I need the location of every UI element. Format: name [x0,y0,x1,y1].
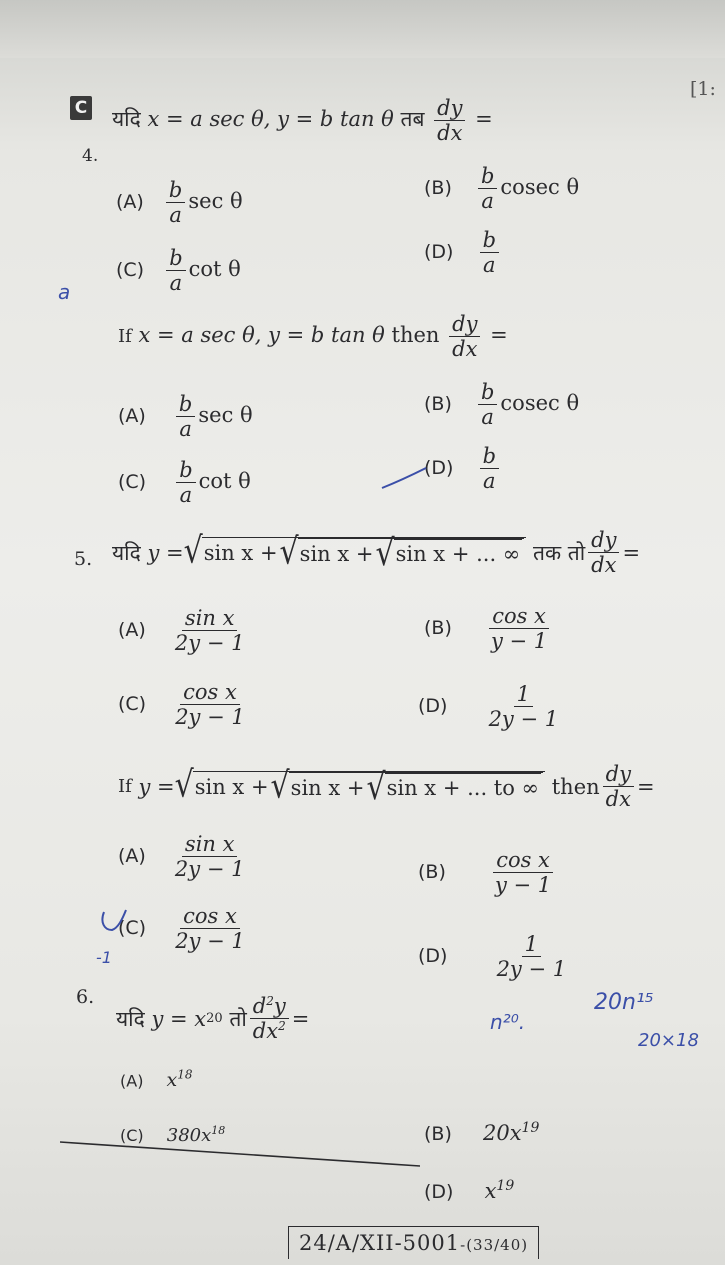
footer-divider [60,1140,420,1170]
q4-margin-mark: a [58,280,71,304]
answer-tick-mark [380,464,430,494]
q5-en-option-d[interactable]: (D) $\frac{1}{2y - 1}$ [418,932,567,982]
q4-hi-conj: तब [400,107,425,132]
q4-en-option-c[interactable]: (C) $\frac{b}{a}$ cot θ [118,458,251,508]
q4-hi-option-a[interactable]: (A) $\frac{b}{a}$ sec θ [116,178,243,228]
q6-note-3: 20×18 [638,1030,699,1051]
q4-hi-prefix: यदि [112,107,141,132]
q4-hindi-question [112,96,493,145]
q4-hi-option-c[interactable]: (C) $\frac{b}{a}$ cot θ [116,246,241,296]
q5-en-option-a[interactable]: (A) $\frac{\text{sin x}}{2y - 1}$ [118,832,245,882]
q5-hi-option-d[interactable]: (D) $\frac{1}{2y - 1}$ [418,682,559,732]
q4-hi-eqsign: = [475,107,493,132]
q5-en-option-b[interactable]: (B) $\frac{\text{cos x}}{y - 1}$ [418,848,552,898]
section-c-box: C [70,96,92,120]
q4-hi-equation: x = a sec θ, y = b tan θ [147,107,394,132]
q6-number: 6. [76,986,95,1008]
q4-hi-derivative: $\frac{dy}{dx}$ [434,96,465,145]
q4-hi-option-d[interactable]: (D) $\frac{b}{a}$ [424,228,502,277]
q4-en-option-a[interactable]: (A) $\frac{b}{a}$ sec θ [118,392,253,442]
page-edge-mark: [1: [690,78,716,100]
q5-hindi-question: यदि y = √ sin x + √ sin x + √ sin x + ... ∞ तक तो $\frac{dy}{dx}$ = [112,528,641,578]
q4-en-option-b[interactable]: (B) $\frac{b}{a}$ cosec θ [424,380,580,430]
q5-hi-option-c[interactable]: (C) $\frac{\text{cos x}}{2y - 1}$ [118,680,245,730]
q5-hi-option-b[interactable]: (B) $\frac{\text{cos x}}{y - 1}$ [424,604,548,654]
q5-hi-option-a[interactable]: (A) $\frac{\text{sin x}}{2y - 1}$ [118,606,245,656]
q5-margin-mark: -1 [96,948,112,967]
q6-hindi-question: यदि y = x 20 तो $\frac{d^2y}{dx^2}$ = [116,994,310,1044]
q6-option-b[interactable]: (B) $20x^{19}$ [424,1120,540,1145]
q6-note-1: n²⁰. [490,1010,526,1034]
q4-en-option-d[interactable]: (D) $\frac{b}{a}$ [424,444,502,493]
q6-option-d[interactable]: (D) $x^{19}$ [424,1178,515,1203]
q4-hi-option-b[interactable]: (B) $\frac{b}{a}$ cosec θ [424,164,580,214]
q5-en-option-c[interactable]: (C) $\frac{\text{cos x}}{2y - 1}$ [118,904,245,954]
q5-english-question: If y = √ sin x + √ sin x + √ sin x + ... to ∞ then $\frac{dy}{dx}$ = [118,762,655,812]
page-top-shadow [0,0,725,58]
q5-number: 5. [74,548,93,570]
answer-check-mark [100,908,128,934]
q4-english-question: If x = a sec θ, y = b tan θ then $\frac{dy}{dx}$ = [118,312,508,362]
q4-number: 4. [82,146,99,166]
q6-option-c[interactable]: (C) $380x^{18}$ [120,1124,226,1146]
q6-note-2: 20n¹⁵ [594,990,654,1015]
page-footer-code: 24/A/XII-5001-(33/40) [288,1226,539,1259]
q6-option-a[interactable]: (A) $x^{18}$ [120,1068,193,1092]
